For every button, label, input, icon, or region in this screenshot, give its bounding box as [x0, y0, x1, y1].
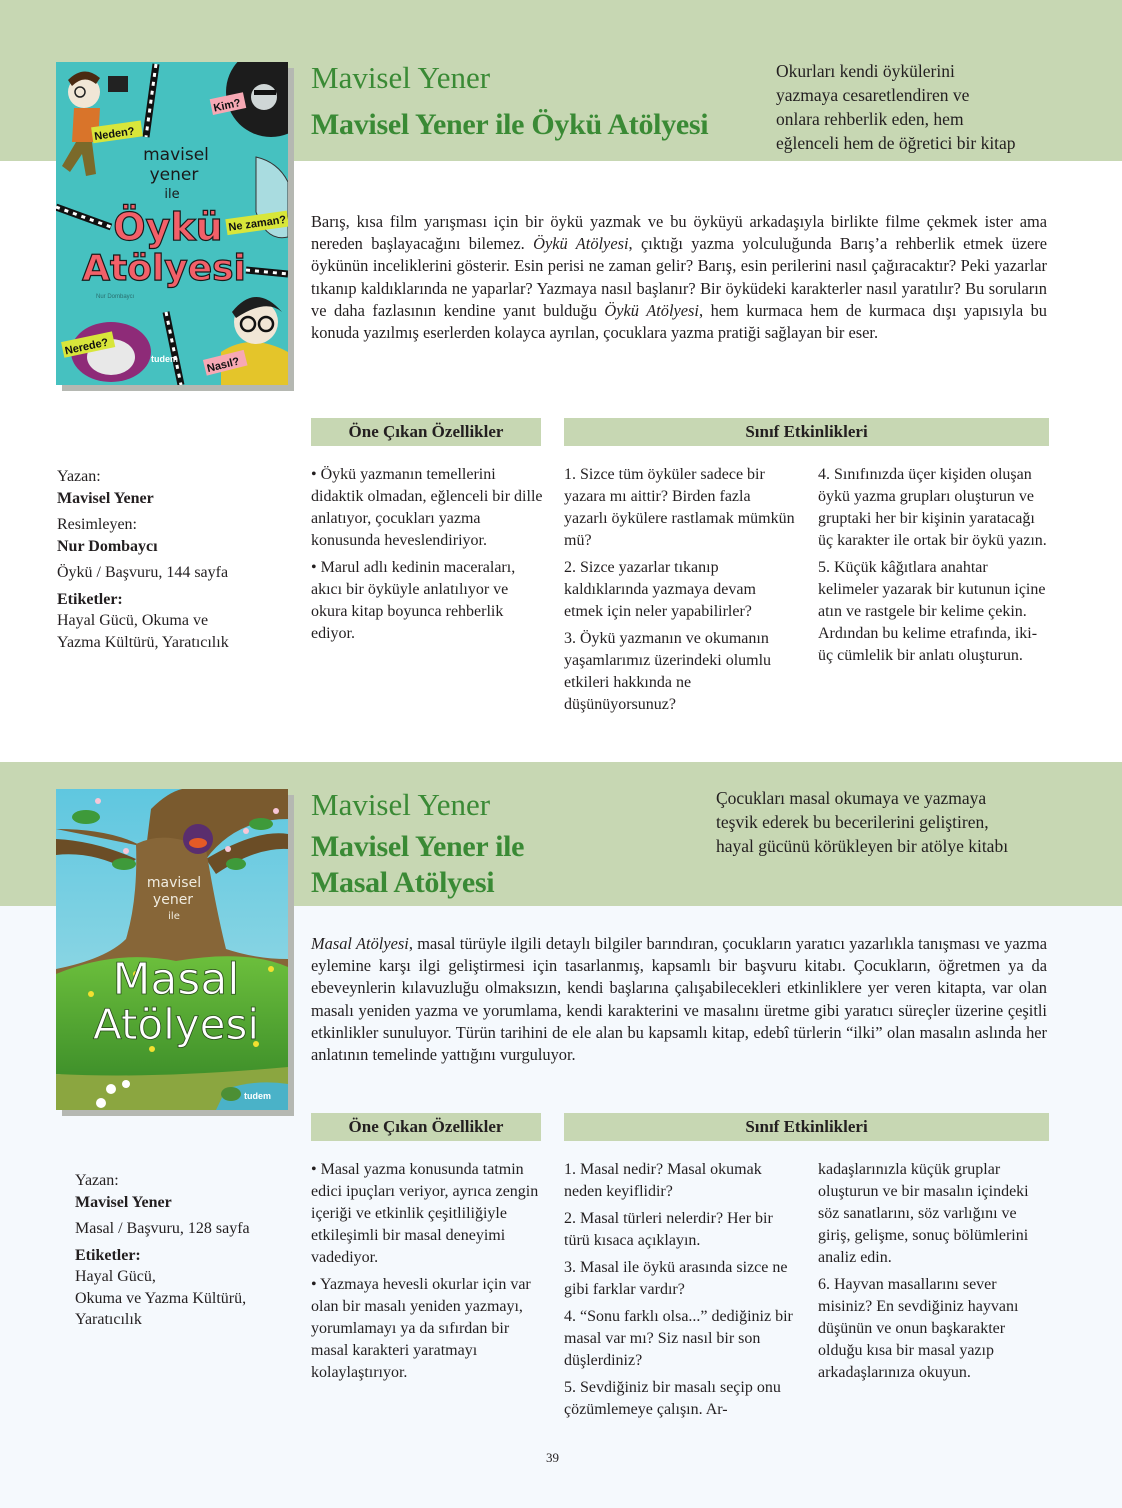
cover-publisher: tudem [244, 1091, 271, 1101]
cover-author-line-1: mavisel [146, 875, 202, 891]
desc-italic-title: Masal Atölyesi [311, 934, 409, 953]
book1-activities-header: Sınıf Etkinlikleri [564, 418, 1049, 446]
tagline-line: eğlenceli hem de öğretici bir kitap [776, 133, 1016, 153]
book2-meta [75, 1170, 295, 1331]
tagline-line: Çocukları masal okumaya ve yazmaya [716, 788, 987, 808]
cover-author-line-2: yener [149, 165, 199, 185]
activity-item: kadaşlarınızla küçük gruplar oluşturun ve bir masalın içindeki söz sanatlarını, söz varlığını ve giriş, gelişme, sonuç bölümlerini analiz edin. [818, 1161, 1029, 1266]
book2-activities-header: Sınıf Etkinlikleri [564, 1113, 1049, 1141]
bubble-neden: Neden? [93, 125, 136, 143]
book1-activities-col1 [564, 464, 798, 721]
activity-item: 1. Masal nedir? Masal okumak neden keyiflidir? [564, 1161, 762, 1200]
meta-author: Mavisel Yener [75, 1193, 172, 1211]
feature-item: • Yazmaya hevesli okurlar için var olan bir masalı yeniden yazmayı, yorumlamayı ya da sıfırdan bir masal karakteri yaratmayı kolaylaştırıyor. [311, 1276, 531, 1381]
meta-tags-line: Yazma Kültürü, Yaratıcılık [57, 633, 229, 651]
tagline-line: teşvik ederek bu becerilerini geliştiren, [716, 812, 989, 832]
book1-author-heading: Mavisel Yener [311, 60, 491, 95]
page-number: 39 [546, 1450, 559, 1465]
cover-illustration [56, 62, 288, 385]
book1-features-header: Öne Çıkan Özellikler [311, 418, 541, 446]
book1-tagline [776, 59, 1076, 155]
desc-text: , masal türüyle ilgili detaylı bilgiler barındıran, çocukların yaratıcı yazarlıkla tanışması ve yazma eylemine karşı ilgi geliştirmesi için tasarlanmış, kapsamlı bir başvuru kitabı. Çocukların, öğretmen ya da ebeveynlerin kılavuzluğu olmaksızın, kendi başlarına çalışabilecekleri etkinliklere yer veren kitapta, var olan masalı yeniden yazma ve yorumlama, kendi karakterini ve masalını üretme gibi yaratıcı süreçler üzerine çeşitli etkinlikler sunuluyor. Türün tarihini de ele alan bu kapsamlı kitap, edebî türlerin “ilki” olan masalın aslında her anlatının temelinde yattığını vurguluyor. [311, 934, 1047, 1065]
meta-tags-line: Hayal Gücü, Okuma ve [57, 612, 209, 629]
feature-item: • Öykü yazmanın temellerini didaktik olmadan, eğlenceli bir dille anlatıyor, çocukları yazma konusunda heveslendiriyor. [311, 466, 543, 549]
meta-tags-line: Hayal Gücü, [75, 1268, 156, 1285]
meta-author-label: Yazan: [57, 468, 101, 485]
book2-tagline [716, 786, 1076, 858]
cover-title-line-1: Öykü [113, 205, 223, 249]
activity-item: 3. Masal ile öykü arasında sizce ne gibi farklar vardır? [564, 1259, 788, 1298]
activity-item: 6. Hayvan masallarını sever misiniz? En sevdiğiniz hayvanı düşünün ve onun başkarakter olduğu kısa bir masal yazıp arkadaşlarınıza okuyun. [818, 1276, 1019, 1381]
meta-tags-label: Etiketler: [75, 1246, 141, 1264]
book2-description [311, 933, 1047, 1066]
bubble-nerede: Nerede? [63, 336, 110, 358]
meta-tags-line: Yaratıcılık [75, 1311, 142, 1328]
book-cover-oyku-atolyesi [56, 62, 288, 385]
feature-item: • Marul adlı kedinin maceraları, akıcı bir öyküyle anlatılıyor ve okura kitap boyunca rehberlik ediyor. [311, 559, 516, 642]
activity-item: 1. Sizce tüm öyküler sadece bir yazara mı aittir? Birden fazla yazarlı öykülere rastlamak mümkün mü? [564, 466, 795, 549]
tagline-line: yazmaya cesaretlendiren ve [776, 85, 970, 105]
cover-author-line-1: mavisel [143, 145, 209, 165]
desc-italic-title: Öykü Atölyesi [533, 234, 629, 254]
book2-features-header: Öne Çıkan Özellikler [311, 1113, 541, 1141]
meta-genre: Öykü / Başvuru, 144 sayfa [57, 564, 229, 581]
desc-italic-title: Öykü Atölyesi [604, 300, 699, 320]
book1-title: Mavisel Yener ile Öykü Atölyesi [311, 108, 709, 141]
bubble-nasil: Nasıl? [205, 355, 241, 376]
book1-features-list [311, 464, 547, 650]
meta-tags-line: Okuma ve Yazma Kültürü, [75, 1289, 247, 1307]
meta-tags-label: Etiketler: [57, 590, 123, 608]
activity-item: 4. Sınıfınızda üçer kişiden oluşan öykü yazma grupları oluşturun ve gruptaki her bir kişinin yaratacağı üç karakter ile ortak bir öykü yazın. [818, 466, 1047, 549]
meta-author: Mavisel Yener [57, 489, 154, 507]
meta-genre: Masal / Başvuru, 128 sayfa [75, 1220, 250, 1237]
desc-text: Barış, kısa film yarışması için bir öykü yazmak ve bu öyküyü arkadaşıyla birlikte filme çekmek ister ama nereden başlayacağını bilemez. [311, 212, 1047, 254]
book2-title-line: Mavisel Yener ile [311, 830, 525, 863]
cover-author-line-3: ile [168, 911, 180, 922]
book2-title-line: Masal Atölyesi [311, 866, 495, 899]
cover-illustration [56, 789, 288, 1110]
cover-title-line-2: Atölyesi [92, 1000, 260, 1049]
bubble-ne-zaman: Ne zaman? [227, 213, 287, 234]
book1-meta [57, 466, 297, 653]
book2-author-heading: Mavisel Yener [311, 787, 491, 822]
activity-item: 2. Masal türleri nelerdir? Her bir türü kısaca açıklayın. [564, 1210, 773, 1249]
tagline-line: hayal gücünü körükleyen bir atölye kitabı [716, 836, 1009, 856]
book1-description [311, 211, 1047, 344]
desc-text: , hem kurmaca hem de kurmaca dışı yapısıyla bu konuda yazılmış eserlerden kolayca ayrılan, çocuklara yazma pratiği sağlayan bir eser. [311, 300, 1047, 343]
tagline-line: Okurları kendi öykülerini [776, 61, 955, 81]
feature-item: • Masal yazma konusunda tatmin edici ipuçları veriyor, ayrıca zengin içeriği ve etkinlik çeşitliliğiyle etkileşimli bir masal deneyimi vadediyor. [311, 1161, 539, 1266]
cover-illustrator: Nur Dombaycı [96, 294, 135, 300]
meta-illustrator-label: Resimleyen: [57, 516, 137, 533]
cover-author-line-2: yener [152, 892, 194, 908]
tagline-line: onlara rehberlik eden, hem [776, 109, 964, 129]
bubble-kim: Kim? [212, 97, 242, 115]
meta-illustrator: Nur Dombaycı [57, 537, 158, 555]
activity-item: 2. Sizce yazarlar tıkanıp kaldıklarında yazmaya devam etmek için neler yapabilirler? [564, 559, 756, 620]
activity-item: 5. Küçük kâğıtlara anahtar kelimeler yazarak bir kutunun içine atın ve rastgele bir kelime çekin. Ardından bu kelime etrafında, iki-üç cümlelik bir anlatı oluşturun. [818, 559, 1046, 664]
cover-publisher: tudem [151, 354, 178, 364]
book2-activities-col2 [818, 1159, 1052, 1389]
book1-activities-col2 [818, 464, 1052, 672]
book2-activities-col1 [564, 1159, 798, 1426]
desc-text: , çıktığı yazma yolculuğunda Barış’a rehberlik etmek üzere öykünün inceliklerini gösterir. Esin perisi ne zaman gelir? Barış, esin perilerini nasıl çağıracaktır? Peki yazarlar tıkanıp kaldıklarında ne yaparlar? Yazmaya nasıl başlanır? Bir öyküdeki karakterler nasıl yaratılır? Bu soruların ve daha fazlasının kendine yanıt bulduğu [311, 234, 1047, 320]
meta-author-label: Yazan: [75, 1172, 119, 1189]
activity-item: 3. Öykü yazmanın ve okumanın yaşamlarımız üzerindeki olumlu etkileri hakkında ne düşünüyorsunuz? [564, 630, 772, 713]
cover-title-line-2: Atölyesi [82, 248, 246, 289]
activity-item: 4. “Sonu farklı olsa...” dediğiniz bir masal var mı? Siz nasıl bir son düşlerdiniz? [564, 1308, 793, 1369]
cover-author-line-3: ile [164, 187, 180, 202]
cover-title-line-1: Masal [112, 954, 240, 1005]
book-cover-masal-atolyesi [56, 789, 288, 1110]
book2-title [311, 829, 524, 901]
activity-item: 5. Sevdiğiniz bir masalı seçip onu çözümlemeye çalışın. Ar- [564, 1379, 781, 1418]
book2-features-list [311, 1159, 539, 1389]
